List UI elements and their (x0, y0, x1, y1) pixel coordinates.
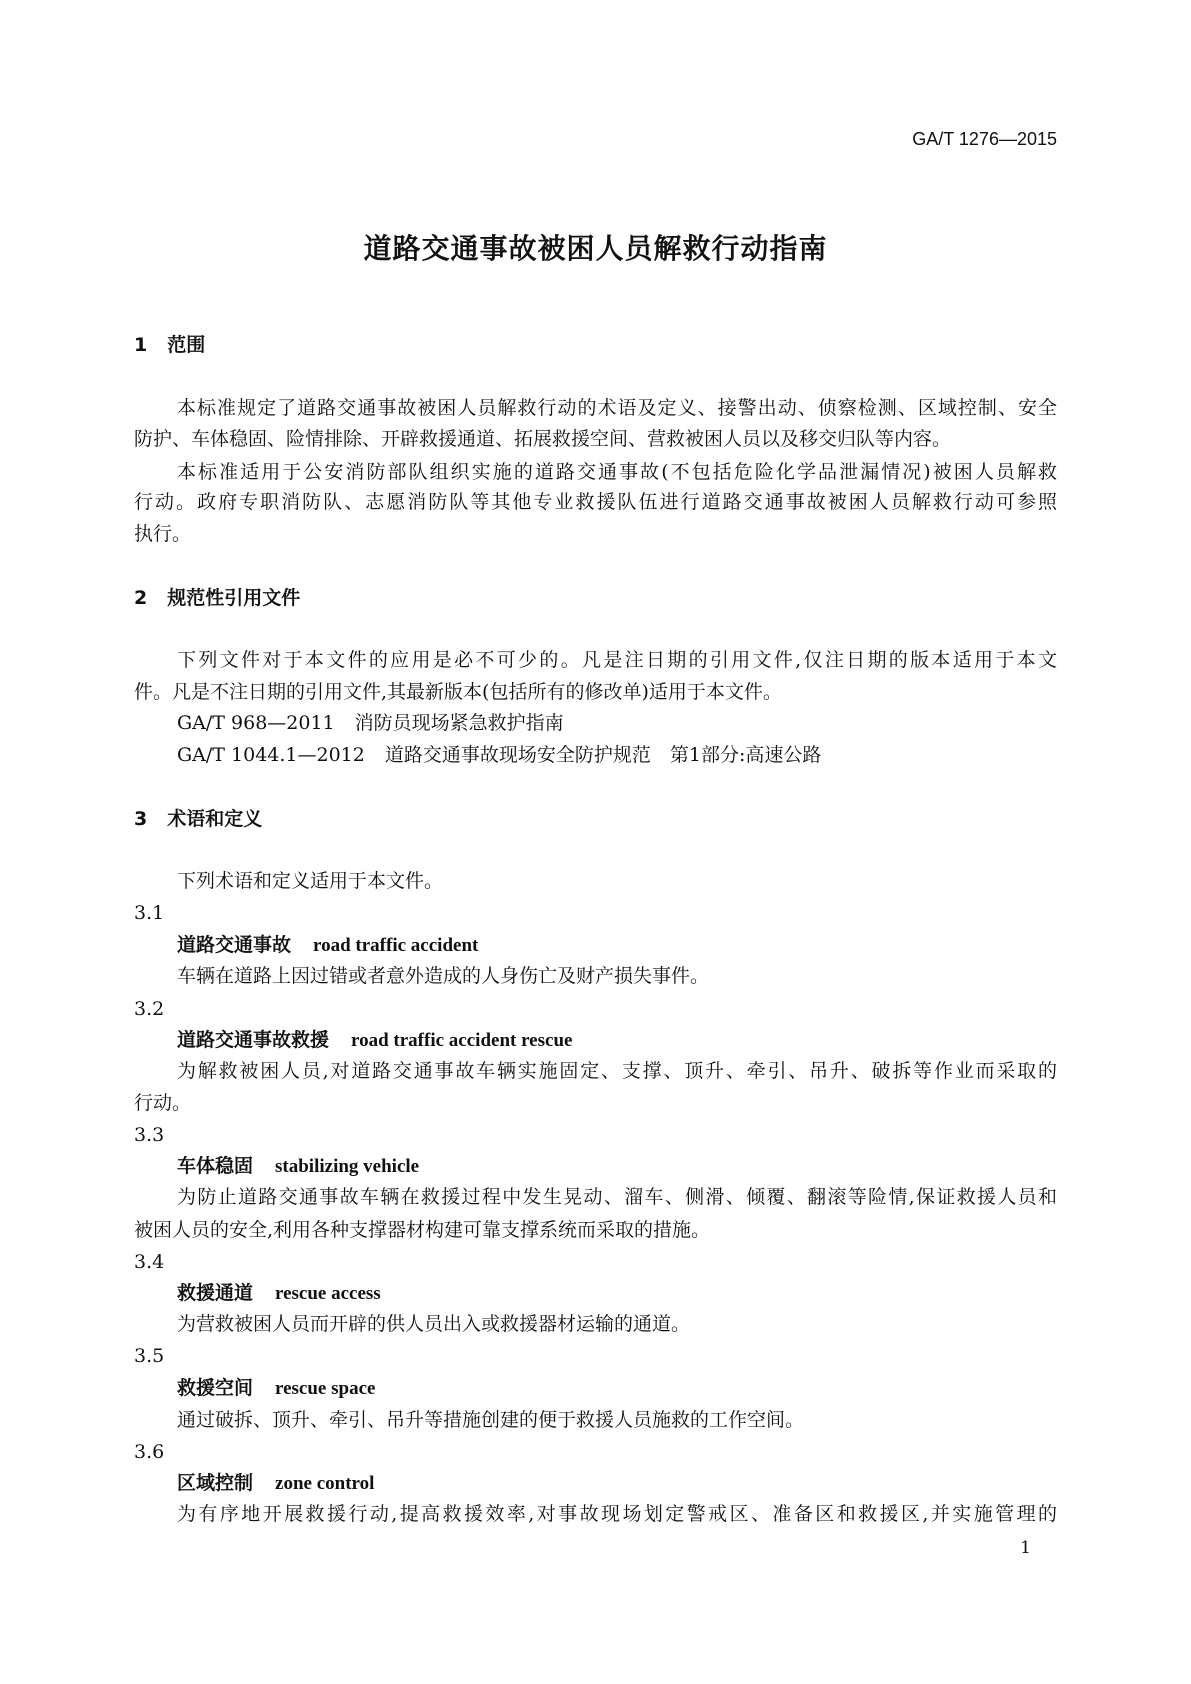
section-title: 规范性引用文件 (167, 587, 301, 609)
term-zh: 区域控制 (177, 1472, 254, 1494)
section-number: 1 (134, 334, 148, 356)
term-en: rescue access (275, 1283, 381, 1304)
term-en: rescue space (275, 1378, 376, 1399)
section-title: 术语和定义 (167, 808, 263, 830)
paragraph-line: 下列术语和定义适用于本文件。 (177, 870, 444, 892)
term-definition: 为解救被困人员,对道路交通事故车辆实施固定、支撑、顶升、牵引、吊升、破拆等作业而采取的 (177, 1060, 1057, 1082)
document-title: 道路交通事故被困人员解救行动指南 (363, 232, 828, 265)
normative-reference (177, 742, 821, 768)
reference-code: GA/T 1044.1—2012 (177, 744, 365, 766)
term-name (177, 1027, 572, 1054)
term-number: 3.4 (134, 1251, 165, 1273)
term-definition: 车辆在道路上因过错或者意外造成的人身伤亡及财产损失事件。 (177, 965, 710, 987)
section-heading-3 (134, 806, 262, 832)
term-en: stabilizing vehicle (275, 1156, 420, 1177)
term-number: 3.5 (134, 1345, 165, 1367)
term-name (177, 1153, 419, 1180)
term-name (177, 1375, 375, 1402)
term-definition: 为有序地开展救援行动,提高救援效率,对事故现场划定警戒区、准备区和救援区,并实施管理的 (177, 1503, 1057, 1525)
term-zh: 道路交通事故救援 (177, 1029, 330, 1051)
term-number: 3.6 (134, 1441, 165, 1463)
paragraph-line: 本标准规定了道路交通事故被困人员解救行动的术语及定义、接警出动、侦察检测、区域控制、安全 (177, 397, 1057, 419)
term-en: zone control (275, 1473, 375, 1494)
term-definition: 为营救被困人员而开辟的供人员出入或救援器材运输的通道。 (177, 1313, 691, 1335)
reference-code: GA/T 968—2011 (177, 712, 335, 734)
term-zh: 救援空间 (177, 1377, 254, 1399)
paragraph-line: 件。凡是不注日期的引用文件,其最新版本(包括所有的修改单)适用于本文件。 (134, 681, 782, 703)
paragraph-line: 执行。 (134, 523, 192, 545)
term-definition: 被困人员的安全,利用各种支撑器材构建可靠支撑系统而采取的措施。 (134, 1219, 711, 1241)
section-number: 2 (134, 587, 148, 609)
document-code: GA/T 1276—2015 (912, 129, 1057, 149)
term-en: road traffic accident rescue (351, 1030, 573, 1051)
term-name (177, 932, 478, 959)
reference-title: 消防员现场紧急救护指南 (354, 712, 564, 734)
section-title: 范围 (167, 334, 206, 356)
term-definition: 行动。 (134, 1092, 192, 1114)
section-heading-1 (134, 332, 205, 358)
paragraph-line: 防护、车体稳固、险情排除、开辟救援通道、拓展救援空间、营救被困人员以及移交归队等内容。 (134, 428, 952, 450)
page-number: 1 (1020, 1538, 1031, 1558)
normative-reference (177, 710, 564, 736)
section-heading-2 (134, 585, 300, 611)
term-zh: 救援通道 (177, 1282, 254, 1304)
term-number: 3.1 (134, 902, 165, 924)
reference-title: 道路交通事故现场安全防护规范 第1部分:高速公路 (384, 744, 822, 766)
paragraph-line: 本标准适用于公安消防部队组织实施的道路交通事故(不包括危险化学品泄漏情况)被困人员解救 (177, 461, 1057, 483)
term-zh: 道路交通事故 (177, 934, 292, 956)
section-number: 3 (134, 808, 148, 830)
paragraph-line: 下列文件对于本文件的应用是必不可少的。凡是注日期的引用文件,仅注日期的版本适用于本文 (177, 649, 1057, 671)
paragraph-line: 行动。政府专职消防队、志愿消防队等其他专业救援队伍进行道路交通事故被困人员解救行动可参照 (134, 491, 1057, 513)
term-number: 3.3 (134, 1124, 165, 1146)
term-number: 3.2 (134, 998, 165, 1020)
term-name (177, 1470, 374, 1497)
term-name (177, 1280, 381, 1307)
term-definition: 为防止道路交通事故车辆在救援过程中发生晃动、溜车、侧滑、倾覆、翻滚等险情,保证救援人员和 (177, 1186, 1057, 1208)
term-en: road traffic accident (313, 935, 479, 956)
term-definition: 通过破拆、顶升、牵引、吊升等措施创建的便于救援人员施救的工作空间。 (177, 1409, 805, 1431)
term-zh: 车体稳固 (177, 1155, 254, 1177)
